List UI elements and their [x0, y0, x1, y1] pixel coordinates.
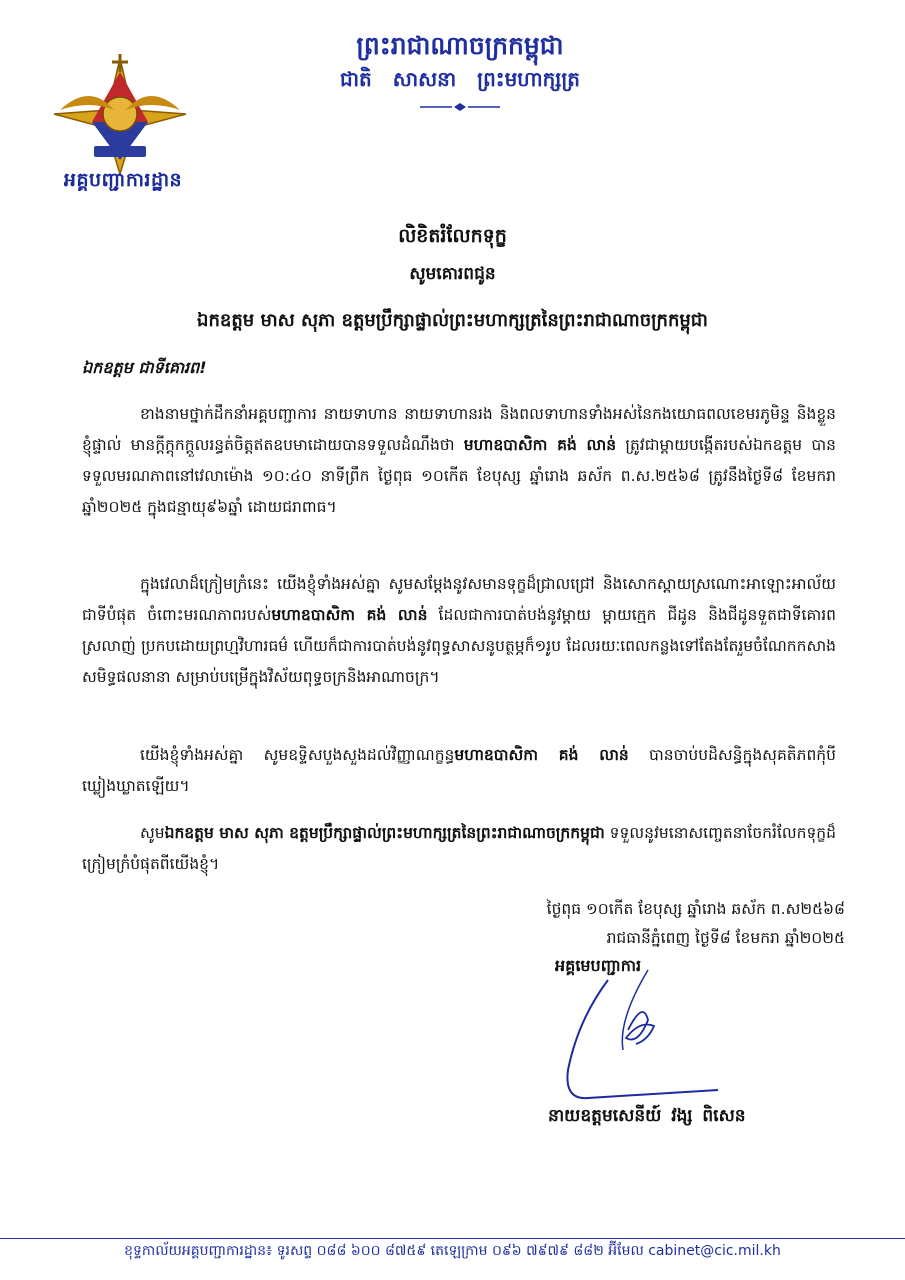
paragraph-4: សូមឯកឧត្តម មាស សុភា ឧត្តមប្រឹក្សាផ្ទាល់ព្រះមហាក្សត្រនៃព្រះរាជាណាចក្រកម្ពុជា ទទួលនូវមនោសញ្ចេតនាចែករំលែកទុក្ខដ៏ក្រៀមក្រំបំផុតពីយើងខ្ញុំ។	[82, 824, 836, 873]
letter-addressee-intro: សូមគោរពជូន	[409, 264, 496, 284]
date-block	[425, 895, 845, 953]
lunar-date: ថ្ងៃពុធ ១០កើត ខែបុស្ស ឆ្នាំរោង ឆស័ក ព.ស២៥៦៨	[546, 900, 845, 918]
national-motto	[250, 28, 670, 112]
place-date: រាជធានីភ្នំពេញ ថ្ងៃទី៨ ខែមករា ឆ្នាំ២០២៥	[606, 929, 845, 947]
paragraph-1: ខាងនាមថ្នាក់ដឹកនាំអគ្គបញ្ជាការ នាយទាហាន នាយទាហានរង និងពលទាហានទាំងអស់នៃកងយោធពលខេមរភូមិន្ទ និងខ្លួនខ្ញុំផ្ទាល់ មានក្តីក្តុកក្តួលរន្ធត់ចិត្តឥតឧបមាដោយបានទទួលដំណឹងថា មហាឧបាសិកា គង់ លាន់ ត្រូវជាម្តាយបង្កើតរបស់ឯកឧត្តម បានទទួលមរណភាពនៅវេលាម៉ោង ១០:៤០ នាទីព្រឹក ថ្ងៃពុធ ១០កើត ខែបុស្ស ឆ្នាំរោង ឆស័ក ព.ស.២៥៦៨ ត្រូវនឹងថ្ងៃទី៨ ខែមករា ឆ្នាំ២០២៥ ក្នុងជន្មាយុ៩៦ឆ្នាំ ដោយជរាពាធ។	[82, 405, 836, 516]
emblem-logo	[50, 52, 190, 177]
motto-line: ជាតិ សាសនា ព្រះមហាក្សត្រ	[340, 67, 580, 91]
signature	[548, 960, 728, 1120]
paragraph-2: ក្នុងវេលាដ៏ក្រៀមក្រំនេះ យើងខ្ញុំទាំងអស់គ្នា សូមសម្តែងនូវសមានទុក្ខដ៏ជ្រាលជ្រៅ និងសោកស្តាយស្រណោះអាឡោះអាល័យជាទីបំផុត ចំពោះមរណភាពរបស់មហាឧបាសិកា គង់ លាន់ ដែលជាការបាត់បង់នូវម្តាយ ម្តាយក្មេក ជីដូន និងជីដូនទួតជាទីគោរពស្រលាញ់ ប្រកបដោយព្រហ្មវិហារធម៌ ហើយក៏ជាការបាត់បង់នូវពុទ្ធសាសនូបត្ថម្ភក៏១រូប ដែលរយៈពេលកន្លងទៅតែងតែរួមចំណែកកសាងសមិទ្ធផលនានា សម្រាប់បម្រើក្នុងវិស័យពុទ្ធចក្រនិងអាណាចក្រ។	[82, 575, 836, 686]
signer-name: នាយឧត្តមសេនីយ៍ វង្ស ពិសេន	[548, 1106, 746, 1126]
footer-divider	[0, 1238, 905, 1239]
organization-name: អគ្គបញ្ជាការដ្ឋាន	[63, 169, 183, 191]
ornament-divider	[420, 102, 500, 112]
letter-recipient: ឯកឧត្តម មាស សុភា ឧត្តមប្រឹក្សាផ្ទាល់ព្រះមហាក្សត្រនៃព្រះរាជាណាចក្រកម្ពុជា	[197, 310, 708, 331]
kingdom-line: ព្រះរាជាណាចក្រកម្ពុជា	[356, 31, 564, 60]
signer-title: អគ្គមេបញ្ជាការ	[555, 956, 642, 975]
letter-title: លិខិតរំលែកទុក្ខ	[398, 225, 507, 247]
paragraph-3: យើងខ្ញុំទាំងអស់គ្នា សូមឧទ្ទិសបួងសួងដល់វិញ្ញាណក្ខន្ធមហាឧបាសិកា គង់ លាន់ បានចាប់បដិសន្ធិក្នុងសុគតិភពកុំបីឃ្លៀងឃ្លាតឡើយ។	[82, 746, 836, 795]
footer-contact: ខុទ្ទកាល័យអគ្គបញ្ជាការដ្ឋាន៖ ទូរសព្ទ ០៨៨ ៦០០ ៨៧៥៩ តេឡេក្រាម ០៩៦ ៧៩៧៩ ៨៨២ អ៊ីមែល cabinet@cic.mil.kh	[124, 1243, 781, 1259]
salutation: ឯកឧត្តម ជាទីគោរព!	[82, 358, 207, 377]
